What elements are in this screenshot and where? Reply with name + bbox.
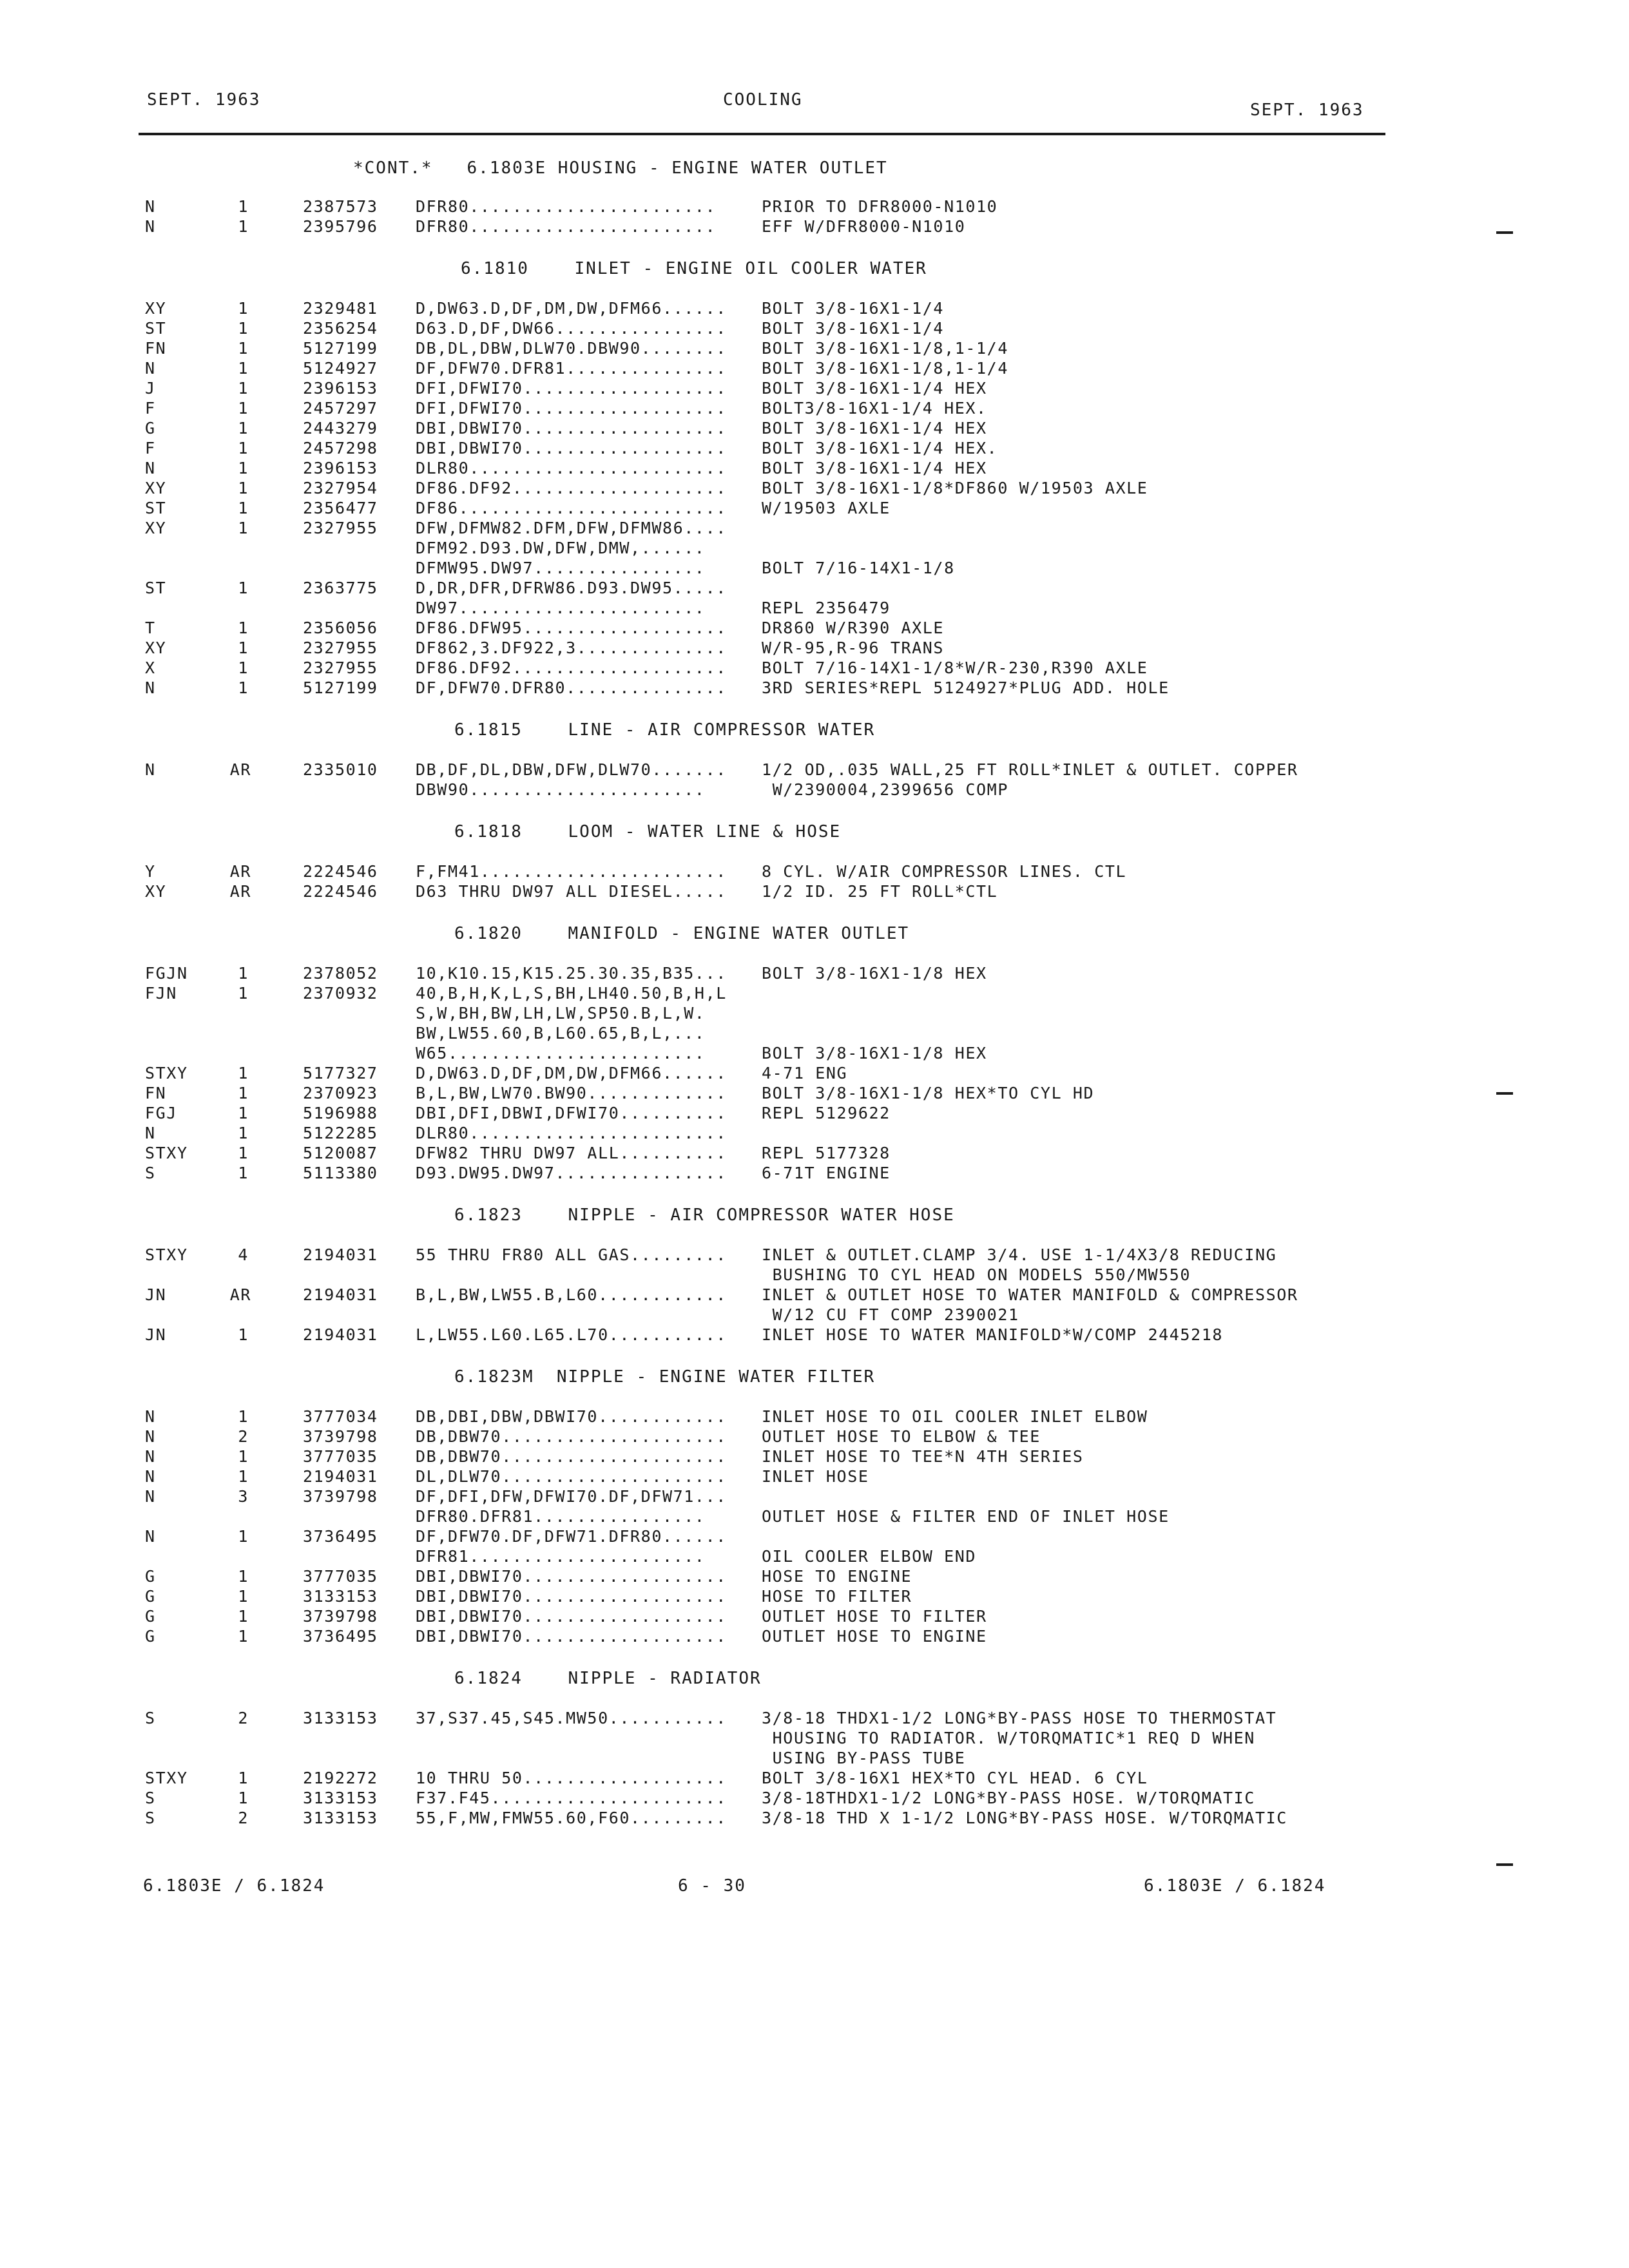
description: BOLT 3/8-16X1-1/8,1-1/4 [762, 339, 1008, 358]
quantity: AR [229, 760, 251, 779]
part-number: 2396153 [303, 379, 378, 398]
application: DBI,DBWI70................... [416, 439, 727, 457]
part-number: 2194031 [303, 1325, 378, 1344]
margin-mark [1496, 1863, 1513, 1866]
application: B,L,BW,LW55.B,L60............ [416, 1285, 727, 1304]
part-number: 3777035 [303, 1447, 378, 1466]
quantity: AR [229, 862, 251, 881]
application-continued: S,W,BH,BW,LH,LW,SP50.B,L,W. [416, 1004, 706, 1023]
model-codes: XY [145, 882, 167, 901]
part-number: 2327955 [303, 658, 378, 677]
part-number: 2395796 [303, 217, 378, 236]
part-number: 2327954 [303, 479, 378, 497]
section-title: 6.1824 NIPPLE - RADIATOR [454, 1669, 762, 1688]
description: OUTLET HOSE TO ELBOW & TEE [762, 1427, 1041, 1446]
part-number: 2356477 [303, 499, 378, 517]
model-codes: XY [145, 299, 167, 318]
description-continued: BOLT 7/16-14X1-1/8 [762, 559, 955, 577]
part-number: 3736495 [303, 1627, 378, 1646]
description: 8 CYL. W/AIR COMPRESSOR LINES. CTL [762, 862, 1127, 881]
model-codes: S [145, 1709, 156, 1727]
model-codes: XY [145, 639, 167, 657]
description: 3RD SERIES*REPL 5124927*PLUG ADD. HOLE [762, 678, 1170, 697]
application: DBI,DBWI70................... [416, 1627, 727, 1646]
description: W/R-95,R-96 TRANS [762, 639, 945, 657]
application: DLR80........................ [416, 1124, 727, 1142]
part-number: 3133153 [303, 1809, 378, 1827]
footer-range-right: 6.1803E / 6.1824 [1144, 1876, 1326, 1896]
header-title: COOLING [723, 90, 803, 110]
model-codes: N [145, 1407, 156, 1426]
quantity: 1 [238, 1064, 249, 1082]
part-number: 3739798 [303, 1607, 378, 1626]
model-codes: STXY [145, 1144, 188, 1162]
quantity: 1 [238, 579, 249, 597]
description: 3/8-18THDX1-1/2 LONG*BY-PASS HOSE. W/TORQMATIC [762, 1789, 1255, 1807]
model-codes: JN [145, 1325, 167, 1344]
application: DLR80........................ [416, 459, 727, 477]
description: 4-71 ENG [762, 1064, 848, 1082]
description-continued: W/2390004,2399656 COMP [762, 780, 1008, 799]
quantity: 1 [238, 619, 249, 637]
application-continued: DW97....................... [416, 599, 706, 617]
part-number: 2363775 [303, 579, 378, 597]
header-date-left: SEPT. 1963 [147, 90, 261, 110]
model-codes: STXY [145, 1064, 188, 1082]
footer-range-left: 6.1803E / 6.1824 [143, 1876, 325, 1896]
application: DBI,DFI,DBWI,DFWI70.......... [416, 1104, 727, 1122]
quantity: 1 [238, 439, 249, 457]
model-codes: ST [145, 579, 167, 597]
application: DF,DFW70.DFR80............... [416, 678, 727, 697]
part-number: 2443279 [303, 419, 378, 437]
model-codes: FJN [145, 984, 177, 1003]
description: BOLT 3/8-16X1-1/4 [762, 319, 945, 338]
model-codes: N [145, 459, 156, 477]
model-codes: XY [145, 519, 167, 537]
model-codes: STXY [145, 1769, 188, 1787]
model-codes: X [145, 658, 156, 677]
application: DBI,DBWI70................... [416, 1567, 727, 1586]
model-codes: N [145, 217, 156, 236]
part-number: 2194031 [303, 1285, 378, 1304]
application: DF86.DFW95................... [416, 619, 727, 637]
part-number: 3739798 [303, 1487, 378, 1506]
application: DFR80....................... [416, 197, 717, 216]
model-codes: N [145, 1427, 156, 1446]
quantity: 1 [238, 499, 249, 517]
part-number: 2327955 [303, 639, 378, 657]
application: DBI,DBWI70................... [416, 419, 727, 437]
application-continued: DFR80.DFR81................ [416, 1507, 706, 1526]
part-number: 5127199 [303, 678, 378, 697]
model-codes: N [145, 760, 156, 779]
application: DFW,DFMW82.DFM,DFW,DFMW86.... [416, 519, 727, 537]
description: REPL 5129622 [762, 1104, 891, 1122]
model-codes: FN [145, 339, 167, 358]
description-continued: BOLT 3/8-16X1-1/8 HEX [762, 1044, 987, 1062]
application: DF86.DF92.................... [416, 479, 727, 497]
part-number: 2194031 [303, 1245, 378, 1264]
description: BOLT 3/8-16X1-1/8 HEX [762, 964, 987, 983]
application-continued: DFR81...................... [416, 1547, 706, 1566]
application: DF86......................... [416, 499, 727, 517]
part-number: 3736495 [303, 1527, 378, 1546]
application: DFR80....................... [416, 217, 717, 236]
description: BOLT 3/8-16X1-1/8,1-1/4 [762, 359, 1008, 378]
section-title: 6.1810 INLET - ENGINE OIL COOLER WATER [461, 259, 927, 278]
quantity: 1 [238, 1164, 249, 1182]
part-number: 5124927 [303, 359, 378, 378]
quantity: 1 [238, 339, 249, 358]
application: D,DW63.D,DF,DM,DW,DFM66...... [416, 1064, 727, 1082]
model-codes: FN [145, 1084, 167, 1102]
description: OUTLET HOSE TO FILTER [762, 1607, 987, 1626]
application: DF,DFI,DFW,DFWI70.DF,DFW71... [416, 1487, 727, 1506]
part-number: 2387573 [303, 197, 378, 216]
application: 37,S37.45,S45.MW50........... [416, 1709, 727, 1727]
part-number: 3739798 [303, 1427, 378, 1446]
quantity: 1 [238, 964, 249, 983]
description: OUTLET HOSE TO ENGINE [762, 1627, 987, 1646]
application: 10,K10.15,K15.25.30.35,B35... [416, 964, 727, 983]
application: DFI,DFWI70................... [416, 379, 727, 398]
model-codes: Y [145, 862, 156, 881]
model-codes: N [145, 1447, 156, 1466]
application: 55 THRU FR80 ALL GAS......... [416, 1245, 727, 1264]
part-number: 2224546 [303, 882, 378, 901]
part-number: 2370932 [303, 984, 378, 1003]
model-codes: ST [145, 319, 167, 338]
section-title: 6.1823 NIPPLE - AIR COMPRESSOR WATER HOSE [454, 1206, 955, 1225]
model-codes: FGJ [145, 1104, 177, 1122]
part-number: 2457297 [303, 399, 378, 418]
quantity: 1 [238, 519, 249, 537]
model-codes: F [145, 399, 156, 418]
description: 1/2 OD,.035 WALL,25 FT ROLL*INLET & OUTLET. COPPER [762, 760, 1298, 779]
description: INLET & OUTLET HOSE TO WATER MANIFOLD & COMPRESSOR [762, 1285, 1298, 1304]
application: DF,DFW70.DFR81............... [416, 359, 727, 378]
model-codes: J [145, 379, 156, 398]
margin-mark [1496, 231, 1513, 234]
application: 55,F,MW,FMW55.60,F60......... [416, 1809, 727, 1827]
part-number: 5122285 [303, 1124, 378, 1142]
application: DF86.DF92.................... [416, 658, 727, 677]
quantity: AR [229, 882, 251, 901]
model-codes: N [145, 1527, 156, 1546]
description: 6-71T ENGINE [762, 1164, 891, 1182]
model-codes: FGJN [145, 964, 188, 983]
section-title: 6.1820 MANIFOLD - ENGINE WATER OUTLET [454, 924, 910, 943]
part-number: 2457298 [303, 439, 378, 457]
description-continued: OUTLET HOSE & FILTER END OF INLET HOSE [762, 1507, 1170, 1526]
part-number: 2335010 [303, 760, 378, 779]
quantity: 4 [238, 1245, 249, 1264]
model-codes: N [145, 1467, 156, 1486]
part-number: 5196988 [303, 1104, 378, 1122]
application: DBI,DBWI70................... [416, 1587, 727, 1606]
application: DL,DLW70..................... [416, 1467, 727, 1486]
quantity: 1 [238, 1084, 249, 1102]
quantity: 1 [238, 479, 249, 497]
quantity: 1 [238, 1789, 249, 1807]
model-codes: N [145, 1487, 156, 1506]
description: HOSE TO FILTER [762, 1587, 912, 1606]
quantity: 1 [238, 1527, 249, 1546]
section-title: 6.1818 LOOM - WATER LINE & HOSE [454, 822, 842, 841]
part-number: 2329481 [303, 299, 378, 318]
application: D,DR,DFR,DFRW86.D93.DW95..... [416, 579, 727, 597]
application: DB,DF,DL,DBW,DFW,DLW70....... [416, 760, 727, 779]
description: INLET HOSE TO OIL COOLER INLET ELBOW [762, 1407, 1148, 1426]
description-continued: HOUSING TO RADIATOR. W/TORQMATIC*1 REQ D WHEN [762, 1729, 1255, 1747]
quantity: 1 [238, 1124, 249, 1142]
description: BOLT 3/8-16X1 HEX*TO CYL HEAD. 6 CYL [762, 1769, 1148, 1787]
part-number: 2356254 [303, 319, 378, 338]
model-codes: S [145, 1164, 156, 1182]
quantity: 1 [238, 1144, 249, 1162]
application: DB,DBW70..................... [416, 1447, 727, 1466]
application: B,L,BW,LW70.BW90............. [416, 1084, 727, 1102]
quantity: 1 [238, 419, 249, 437]
application-continued: W65........................ [416, 1044, 706, 1062]
application: DB,DBW70..................... [416, 1427, 727, 1446]
description: HOSE TO ENGINE [762, 1567, 912, 1586]
quantity: 1 [238, 197, 249, 216]
model-codes: G [145, 1587, 156, 1606]
part-number: 3777035 [303, 1567, 378, 1586]
application: D63 THRU DW97 ALL DIESEL..... [416, 882, 727, 901]
quantity: 1 [238, 379, 249, 398]
description: REPL 5177328 [762, 1144, 891, 1162]
model-codes: XY [145, 479, 167, 497]
section-title: *CONT.* 6.1803E HOUSING - ENGINE WATER OUTLET [353, 159, 888, 178]
application: DF862,3.DF922,3.............. [416, 639, 727, 657]
quantity: 1 [238, 399, 249, 418]
description: INLET HOSE TO WATER MANIFOLD*W/COMP 2445218 [762, 1325, 1224, 1344]
part-number: 2396153 [303, 459, 378, 477]
description: BOLT 3/8-16X1-1/4 HEX [762, 459, 987, 477]
model-codes: G [145, 1567, 156, 1586]
part-number: 5127199 [303, 339, 378, 358]
model-codes: N [145, 1124, 156, 1142]
description-continued: OIL COOLER ELBOW END [762, 1547, 977, 1566]
description: DR860 W/R390 AXLE [762, 619, 945, 637]
section-title: 6.1823M NIPPLE - ENGINE WATER FILTER [454, 1367, 876, 1387]
part-number: 2192272 [303, 1769, 378, 1787]
part-number: 2378052 [303, 964, 378, 983]
model-codes: N [145, 678, 156, 697]
model-codes: T [145, 619, 156, 637]
description: EFF W/DFR8000-N1010 [762, 217, 966, 236]
application: DB,DL,DBW,DLW70.DBW90........ [416, 339, 727, 358]
quantity: 2 [238, 1427, 249, 1446]
model-codes: N [145, 359, 156, 378]
application-continued: DBW90...................... [416, 780, 706, 799]
application: DFI,DFWI70................... [416, 399, 727, 418]
part-number: 3133153 [303, 1587, 378, 1606]
quantity: 1 [238, 299, 249, 318]
quantity: 1 [238, 1567, 249, 1586]
quantity: 1 [238, 1447, 249, 1466]
model-codes: G [145, 419, 156, 437]
quantity: 1 [238, 319, 249, 338]
quantity: 1 [238, 1607, 249, 1626]
application: F,FM41....................... [416, 862, 727, 881]
application: D63.D,DF,DW66................ [416, 319, 727, 338]
part-number: 5177327 [303, 1064, 378, 1082]
description: BOLT3/8-16X1-1/4 HEX. [762, 399, 987, 418]
description: W/19503 AXLE [762, 499, 891, 517]
quantity: 1 [238, 217, 249, 236]
description: INLET HOSE TO TEE*N 4TH SERIES [762, 1447, 1084, 1466]
description-continued: REPL 2356479 [762, 599, 891, 617]
application: D,DW63.D,DF,DM,DW,DFM66...... [416, 299, 727, 318]
description: INLET HOSE [762, 1467, 869, 1486]
description: BOLT 7/16-14X1-1/8*W/R-230,R390 AXLE [762, 658, 1148, 677]
quantity: 1 [238, 639, 249, 657]
description: BOLT 3/8-16X1-1/4 HEX [762, 379, 987, 398]
part-number: 3777034 [303, 1407, 378, 1426]
description: BOLT 3/8-16X1-1/8 HEX*TO CYL HD [762, 1084, 1095, 1102]
application-continued: BW,LW55.60,B,L60.65,B,L,... [416, 1024, 706, 1043]
part-number: 2370923 [303, 1084, 378, 1102]
part-number: 2224546 [303, 862, 378, 881]
application: L,LW55.L60.L65.L70........... [416, 1325, 727, 1344]
application: DB,DBI,DBW,DBWI70............ [416, 1407, 727, 1426]
quantity: 1 [238, 1627, 249, 1646]
quantity: 1 [238, 658, 249, 677]
description-continued: USING BY-PASS TUBE [762, 1749, 966, 1767]
model-codes: STXY [145, 1245, 188, 1264]
section-title: 6.1815 LINE - AIR COMPRESSOR WATER [454, 720, 876, 740]
description: 3/8-18 THDX1-1/2 LONG*BY-PASS HOSE TO THERMOSTAT [762, 1709, 1277, 1727]
quantity: 2 [238, 1709, 249, 1727]
application: 10 THRU 50................... [416, 1769, 727, 1787]
part-number: 3133153 [303, 1709, 378, 1727]
quantity: 1 [238, 1587, 249, 1606]
quantity: AR [229, 1285, 251, 1304]
description: BOLT 3/8-16X1-1/4 HEX [762, 419, 987, 437]
quantity: 1 [238, 1104, 249, 1122]
application: DBI,DBWI70................... [416, 1607, 727, 1626]
description: BOLT 3/8-16X1-1/4 [762, 299, 945, 318]
quantity: 1 [238, 678, 249, 697]
application: F37.F45...................... [416, 1789, 727, 1807]
model-codes: N [145, 197, 156, 216]
quantity: 1 [238, 1407, 249, 1426]
model-codes: JN [145, 1285, 167, 1304]
model-codes: G [145, 1627, 156, 1646]
description: INLET & OUTLET.CLAMP 3/4. USE 1-1/4X3/8 REDUCING [762, 1245, 1277, 1264]
quantity: 1 [238, 1467, 249, 1486]
description: BOLT 3/8-16X1-1/4 HEX. [762, 439, 998, 457]
part-number: 2194031 [303, 1467, 378, 1486]
page-number: 6 - 30 [678, 1876, 746, 1896]
header-rule [139, 133, 1385, 135]
model-codes: F [145, 439, 156, 457]
application: DFW82 THRU DW97 ALL.......... [416, 1144, 727, 1162]
model-codes: S [145, 1809, 156, 1827]
quantity: 1 [238, 359, 249, 378]
quantity: 2 [238, 1809, 249, 1827]
part-number: 5120087 [303, 1144, 378, 1162]
application: DF,DFW70.DF,DFW71.DFR80...... [416, 1527, 727, 1546]
description-continued: W/12 CU FT COMP 2390021 [762, 1305, 1019, 1324]
part-number: 3133153 [303, 1789, 378, 1807]
part-number: 5113380 [303, 1164, 378, 1182]
part-number: 2356056 [303, 619, 378, 637]
description: PRIOR TO DFR8000-N1010 [762, 197, 998, 216]
quantity: 3 [238, 1487, 249, 1506]
application-continued: DFM92.D93.DW,DFW,DMW,...... [416, 539, 706, 557]
model-codes: S [145, 1789, 156, 1807]
part-number: 2327955 [303, 519, 378, 537]
header-date-right: SEPT. 1963 [1250, 101, 1364, 120]
quantity: 1 [238, 1325, 249, 1344]
quantity: 1 [238, 984, 249, 1003]
description: BOLT 3/8-16X1-1/8*DF860 W/19503 AXLE [762, 479, 1148, 497]
margin-mark [1496, 1092, 1513, 1095]
quantity: 1 [238, 459, 249, 477]
application: 40,B,H,K,L,S,BH,LH40.50,B,H,L [416, 984, 727, 1003]
application: D93.DW95.DW97................ [416, 1164, 727, 1182]
description: 1/2 ID. 25 FT ROLL*CTL [762, 882, 998, 901]
application-continued: DFMW95.DW97................ [416, 559, 706, 577]
model-codes: ST [145, 499, 167, 517]
description-continued: BUSHING TO CYL HEAD ON MODELS 550/MW550 [762, 1265, 1191, 1284]
description: 3/8-18 THD X 1-1/2 LONG*BY-PASS HOSE. W/TORQMATIC [762, 1809, 1287, 1827]
quantity: 1 [238, 1769, 249, 1787]
model-codes: G [145, 1607, 156, 1626]
